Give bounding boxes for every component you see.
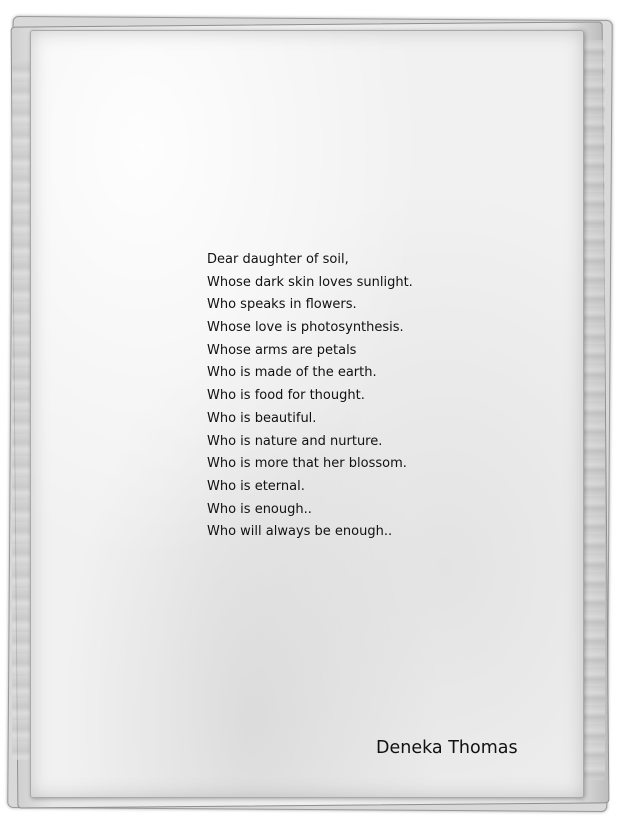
poem-line: Whose dark skin loves sunlight. — [207, 274, 413, 290]
poem-line: Who is eternal. — [207, 478, 305, 494]
poem-line: Who is more that her blossom. — [207, 456, 407, 472]
poem-line: Whose love is photosynthesis. — [207, 320, 404, 336]
torn-left-edge — [12, 60, 30, 760]
poem-line: Dear daughter of soil, — [207, 252, 349, 267]
poem-line: Who speaks in flowers. — [207, 297, 357, 313]
poem-line: Who is food for thought. — [207, 388, 365, 404]
author-signature: Deneka Thomas — [376, 738, 518, 758]
poem-line: Who is beautiful. — [207, 410, 317, 426]
poem-line: Who will always be enough.. — [207, 524, 393, 540]
poem-line: Who is nature and nurture. — [207, 433, 383, 449]
poem-line: Whose arms are petals — [207, 342, 357, 358]
poem-line: Who is enough.. — [207, 501, 312, 517]
torn-right-edge — [581, 40, 605, 780]
poem-line: Who is made of the earth. — [207, 365, 377, 381]
poem-text — [207, 249, 413, 544]
